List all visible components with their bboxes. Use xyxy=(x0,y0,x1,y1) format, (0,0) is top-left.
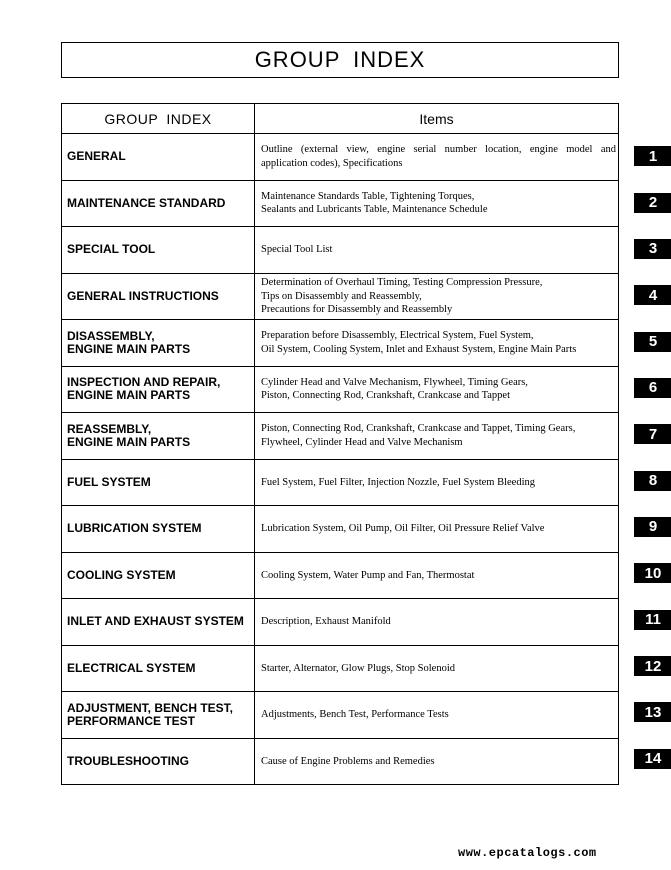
items-line: Sealants and Lubricants Table, Maintenance Schedule xyxy=(261,204,488,216)
group-name-line: ENGINE MAIN PARTS xyxy=(67,388,191,403)
header-items: Items xyxy=(255,104,619,134)
group-name xyxy=(62,366,255,413)
items-line: Cylinder Head and Valve Mechanism, Flywheel, Timing Gears, xyxy=(261,376,528,388)
items-line: Maintenance Standards Table, Tightening Torques, xyxy=(261,190,475,202)
group-index-table xyxy=(61,103,619,785)
group-items xyxy=(255,692,619,739)
section-tab[interactable]: 2 xyxy=(634,193,671,213)
section-tab[interactable]: 5 xyxy=(634,332,671,352)
table-row[interactable] xyxy=(62,738,619,785)
group-name-line: COOLING SYSTEM xyxy=(67,567,176,582)
table-row[interactable] xyxy=(62,599,619,646)
group-items xyxy=(255,134,619,181)
section-tab[interactable]: 14 xyxy=(634,749,671,769)
items-line: Lubrication System, Oil Pump, Oil Filter, Oil Pressure Relief Valve xyxy=(261,523,545,534)
group-name-line: PERFORMANCE TEST xyxy=(67,713,196,728)
section-tab[interactable]: 3 xyxy=(634,239,671,259)
group-items xyxy=(255,552,619,599)
group-name xyxy=(62,599,255,646)
items-line: Fuel System, Fuel Filter, Injection Nozzle, Fuel System Bleeding xyxy=(261,476,536,488)
group-name xyxy=(62,506,255,553)
group-name xyxy=(62,180,255,227)
section-tab[interactable]: 10 xyxy=(634,563,671,583)
section-tab[interactable]: 12 xyxy=(634,656,671,676)
group-name xyxy=(62,692,255,739)
items-line: Precautions for Disassembly and Reassembly xyxy=(261,304,453,315)
group-name-line: INLET AND EXHAUST SYSTEM xyxy=(67,614,244,629)
table-row[interactable] xyxy=(62,459,619,506)
group-name xyxy=(62,227,255,274)
group-items xyxy=(255,599,619,646)
group-name xyxy=(62,459,255,506)
items-line: Cause of Engine Problems and Remedies xyxy=(261,755,435,767)
group-name xyxy=(62,413,255,460)
group-name xyxy=(62,134,255,181)
table-body xyxy=(62,134,619,785)
table-row[interactable] xyxy=(62,134,619,181)
items-line: Flywheel, Cylinder Head and Valve Mechanism xyxy=(261,436,463,448)
group-items xyxy=(255,320,619,367)
section-tab[interactable]: 11 xyxy=(634,610,671,630)
table-row[interactable] xyxy=(62,227,619,274)
header-group-index: GROUP INDEX xyxy=(62,104,255,134)
items-line: Starter, Alternator, Glow Plugs, Stop Solenoid xyxy=(261,662,455,674)
items-line: Oil System, Cooling System, Inlet and Exhaust System, Engine Main Parts xyxy=(261,343,577,355)
group-name-line: REASSEMBLY, xyxy=(67,421,152,436)
items-line: Piston, Connecting Rod, Crankshaft, Crankcase and Tappet, Timing Gears, xyxy=(261,423,576,435)
items-line: Cooling System, Water Pump and Fan, Thermostat xyxy=(261,569,475,581)
section-tab[interactable]: 1 xyxy=(634,146,671,166)
group-name-line: TROUBLESHOOTING xyxy=(67,753,189,768)
group-name-line: ADJUSTMENT, BENCH TEST, xyxy=(67,700,234,715)
section-tab[interactable]: 7 xyxy=(634,424,671,444)
items-line: Description, Exhaust Manifold xyxy=(261,616,391,627)
table-row[interactable] xyxy=(62,645,619,692)
group-name-line: FUEL SYSTEM xyxy=(67,474,151,489)
group-name-line: SPECIAL TOOL xyxy=(67,242,156,257)
table-row[interactable] xyxy=(62,413,619,460)
group-name xyxy=(62,738,255,785)
group-name-line: GENERAL xyxy=(67,149,126,164)
group-items xyxy=(255,366,619,413)
table-row[interactable] xyxy=(62,506,619,553)
group-name-line: INSPECTION AND REPAIR, xyxy=(67,375,221,390)
group-items xyxy=(255,506,619,553)
items-line: application codes), Specifications xyxy=(261,157,403,169)
group-items xyxy=(255,413,619,460)
items-line: Determination of Overhaul Timing, Testing Compression Pressure, xyxy=(261,277,543,288)
table-row[interactable] xyxy=(62,180,619,227)
table-row[interactable] xyxy=(62,366,619,413)
group-name xyxy=(62,552,255,599)
table-row[interactable] xyxy=(62,273,619,320)
group-items xyxy=(255,459,619,506)
table-row[interactable] xyxy=(62,692,619,739)
section-tab[interactable]: 6 xyxy=(634,378,671,398)
group-name-line: MAINTENANCE STANDARD xyxy=(67,195,226,210)
section-tab[interactable]: 9 xyxy=(634,517,671,537)
items-line: Preparation before Disassembly, Electrical System, Fuel System, xyxy=(261,330,534,342)
items-line: Special Tool List xyxy=(261,244,333,255)
section-tab[interactable]: 13 xyxy=(634,702,671,722)
group-name-line: ENGINE MAIN PARTS xyxy=(67,341,191,356)
items-line: Piston, Connecting Rod, Crankshaft, Crankcase and Tappet xyxy=(261,390,510,402)
section-tab[interactable]: 4 xyxy=(634,285,671,305)
items-line: Tips on Disassembly and Reassembly, xyxy=(261,290,422,302)
group-name-line: GENERAL INSTRUCTIONS xyxy=(67,288,219,303)
group-name-line: ENGINE MAIN PARTS xyxy=(67,434,191,449)
table-row[interactable] xyxy=(62,320,619,367)
group-items xyxy=(255,180,619,227)
group-items xyxy=(255,227,619,274)
footer-url[interactable]: www.epcatalogs.com xyxy=(458,846,597,860)
group-items xyxy=(255,273,619,320)
group-name-line: ELECTRICAL SYSTEM xyxy=(67,660,196,675)
page-title: GROUP INDEX xyxy=(61,42,619,78)
group-name-line: LUBRICATION SYSTEM xyxy=(67,521,202,536)
items-line: Adjustments, Bench Test, Performance Tests xyxy=(261,709,449,720)
section-tab[interactable]: 8 xyxy=(634,471,671,491)
group-items xyxy=(255,738,619,785)
group-name xyxy=(62,645,255,692)
table-header-row xyxy=(62,104,619,134)
table-row[interactable] xyxy=(62,552,619,599)
items-line: Outline (external view, engine serial number location, engine model and xyxy=(261,144,616,156)
group-items xyxy=(255,645,619,692)
group-name xyxy=(62,273,255,320)
group-name-line: DISASSEMBLY, xyxy=(67,328,155,343)
group-name xyxy=(62,320,255,367)
